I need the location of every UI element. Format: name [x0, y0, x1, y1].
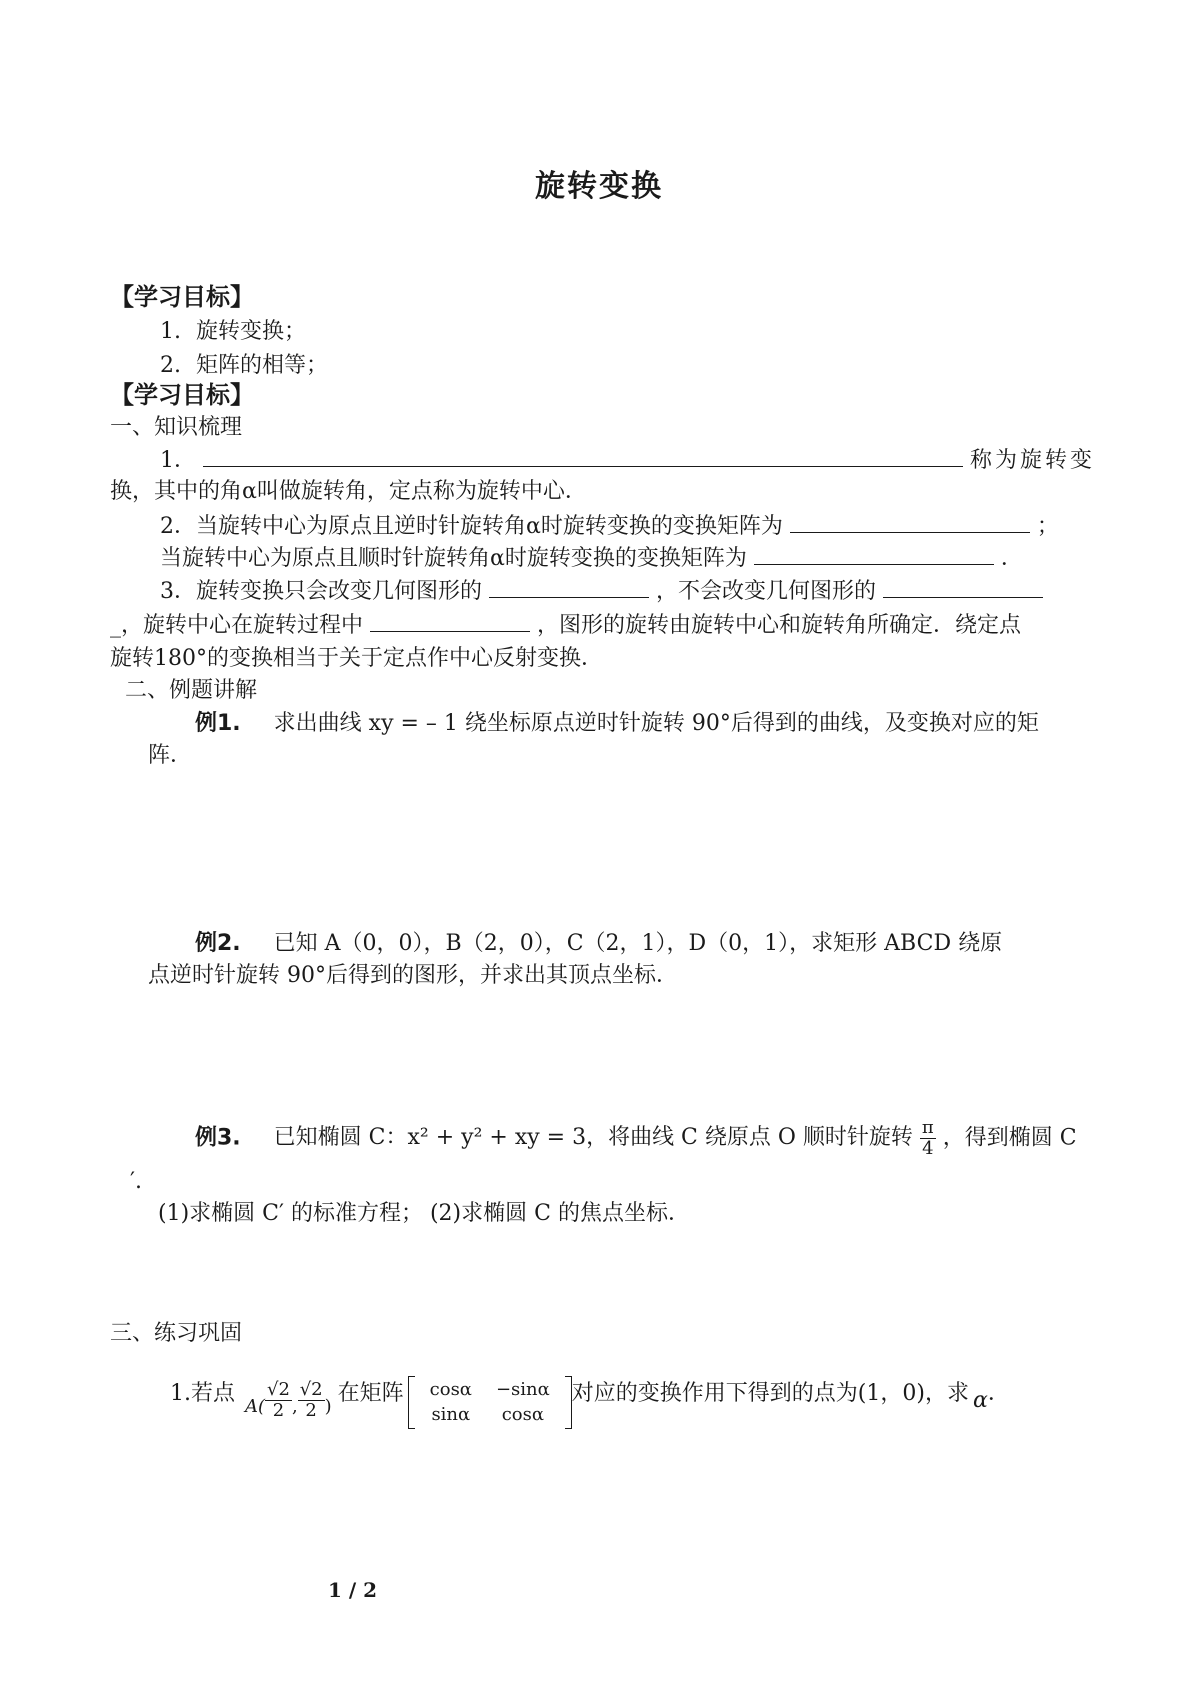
- fraction-pi-over-4: [920, 1118, 936, 1159]
- goals-heading: 【学习目标】: [110, 283, 254, 311]
- k2-end-2: ．: [1000, 546, 1023, 571]
- goal-number: 2.: [160, 353, 181, 378]
- knowledge-item-1: [160, 446, 1095, 475]
- goal-number: 1.: [160, 319, 181, 344]
- practice-item-1: [170, 1360, 1010, 1427]
- matrix-row: [418, 1403, 562, 1428]
- knowledge-item-3-cont: [110, 611, 1021, 640]
- example-text: 已知 A（0，0），B（2，0），C（2，1），D（0，1），求矩形 ABCD 绕原: [273, 931, 1003, 956]
- knowledge-item-1-cont: 换，其中的角α叫做旋转角，定点称为旋转中心．: [110, 479, 587, 504]
- fill-blank[interactable]: [370, 611, 530, 632]
- section-examples: 二、例题讲解: [125, 678, 258, 703]
- fraction-denominator: 2: [305, 1400, 317, 1421]
- page-title: 旋转变换: [535, 169, 663, 204]
- k2-end: ；: [1036, 514, 1059, 539]
- fraction-numerator: √2: [299, 1379, 323, 1401]
- k3-text-d: ，图形的旋转由旋转中心和旋转角所确定．绕定点: [537, 613, 1022, 638]
- goal-text: 旋转变换；: [196, 319, 307, 344]
- section-practice: 三、练习巩固: [110, 1321, 243, 1346]
- fill-blank[interactable]: [203, 446, 963, 467]
- knowledge-item-3-end: 旋转180°的变换相当于关于定点作中心反射变换．: [110, 646, 603, 671]
- example-2-cont: 点逆时针旋转 90°后得到的图形，并求出其顶点坐标．: [148, 963, 678, 988]
- goal-text: 矩阵的相等；: [196, 353, 329, 378]
- knowledge-item-3: [160, 577, 1043, 606]
- practice-end: ．: [987, 1380, 1010, 1406]
- matrix-cell: −sinα: [495, 1379, 550, 1400]
- k1-prefix: 1．: [160, 448, 196, 473]
- fill-blank[interactable]: [754, 544, 994, 565]
- matrix-bracket-right: [565, 1376, 572, 1429]
- fraction-denominator: 2: [272, 1400, 285, 1421]
- knowledge-item-2: [160, 512, 1059, 541]
- practice-prefix: 1.若点: [170, 1380, 235, 1406]
- goal-item-2: [160, 352, 328, 380]
- k3-text-b: ，不会改变几何图形的: [656, 579, 877, 604]
- fraction-sqrt2-over-2: [265, 1380, 292, 1421]
- fill-blank[interactable]: [790, 512, 1030, 533]
- goal-item-1: [160, 318, 306, 346]
- matrix-cell: cosα: [501, 1403, 545, 1425]
- fraction-numerator: π: [921, 1117, 934, 1138]
- example-text: 求出曲线 xy = – 1 绕坐标原点逆时针旋转 90°后得到的曲线，及变换对应的矩: [273, 711, 1039, 736]
- fraction-sqrt2-over-2: [298, 1380, 325, 1421]
- rotation-matrix: [408, 1378, 572, 1427]
- point-comma: ,: [291, 1396, 298, 1418]
- k2-text: 2．当旋转中心为原点且逆时针旋转角α时旋转变换的变换矩阵为: [160, 514, 783, 539]
- point-close: ): [324, 1396, 332, 1418]
- k2-text-2: 当旋转中心为原点且顺时针旋转角α时旋转变换的变换矩阵为: [160, 546, 747, 571]
- example-label: 例2.: [195, 931, 241, 956]
- example-label: 例3.: [195, 1125, 241, 1151]
- fill-blank[interactable]: [883, 577, 1043, 598]
- fraction-numerator: √2: [267, 1379, 290, 1401]
- example-text-end: ，得到椭圆 C: [942, 1125, 1077, 1151]
- example-2: [195, 930, 1002, 958]
- k3-text-c: _，旋转中心在旋转过程中: [110, 613, 364, 638]
- matrix-cell: cosα: [429, 1379, 472, 1400]
- example-1: [195, 710, 1039, 738]
- practice-mid: 在矩阵: [337, 1380, 404, 1406]
- alpha-symbol: α: [972, 1387, 988, 1413]
- example-3: [195, 1118, 1077, 1159]
- matrix-cell: sinα: [431, 1403, 471, 1425]
- practice-suffix: 对应的变换作用下得到的点为(1，0)，求: [571, 1380, 969, 1406]
- point-label: A(: [245, 1396, 266, 1418]
- page-number: 1 / 2: [328, 1578, 378, 1602]
- example-3-prime: ′.: [130, 1169, 142, 1194]
- fraction-denominator: 4: [922, 1137, 934, 1159]
- example-text: 已知椭圆 C：x² + y² + xy = 3，将曲线 C 绕原点 O 顺时针旋转: [273, 1125, 913, 1151]
- goals-heading-2: 【学习目标】: [110, 381, 254, 409]
- example-1-cont: 阵．: [148, 743, 193, 768]
- fill-blank[interactable]: [489, 577, 649, 598]
- matrix-bracket-left: [408, 1376, 415, 1429]
- k1-suffix: 称为旋转变: [970, 448, 1096, 473]
- example-label: 例1.: [195, 711, 241, 736]
- section-knowledge: 一、知识梳理: [110, 415, 243, 440]
- k3-text-a: 3．旋转变换只会改变几何图形的: [160, 579, 482, 604]
- matrix-table: [418, 1378, 562, 1427]
- knowledge-item-2-cont: [160, 544, 1023, 573]
- example-3-questions: (1)求椭圆 C′ 的标准方程； (2)求椭圆 C 的焦点坐标．: [158, 1201, 690, 1226]
- matrix-row: [418, 1378, 562, 1403]
